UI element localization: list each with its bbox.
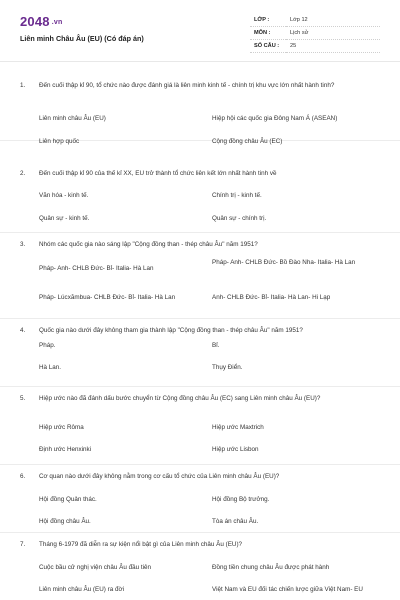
question-item bbox=[0, 233, 400, 319]
answer-option[interactable]: Hội đồng Quản thác. bbox=[39, 496, 97, 503]
question-number: 2. bbox=[20, 170, 26, 177]
answer-option[interactable]: Quân sự - chính trị. bbox=[212, 215, 267, 222]
answer-option[interactable]: Hà Lan. bbox=[39, 364, 62, 371]
answer-option[interactable]: Pháp- Lúcxămbua- CHLB Đức- Bỉ- Italia- Hà Lan bbox=[39, 294, 176, 301]
question-text bbox=[0, 465, 400, 482]
answer-option[interactable]: Hội đồng châu Âu. bbox=[39, 518, 91, 525]
question-number: 6. bbox=[20, 473, 26, 480]
answer-option[interactable]: Hiệp hội các quốc gia Đông Nam Á (ASEAN) bbox=[212, 115, 338, 122]
meta-key: LỚP : bbox=[250, 14, 286, 27]
answer-option[interactable]: Việt Nam và EU đối tác chiến lược giữa Việt Nam- EU bbox=[212, 586, 363, 593]
answer-option[interactable]: Đồng tiền chung châu Âu được phát hành bbox=[212, 564, 330, 571]
question-prompt: Tháng 6-1979 đã diễn ra sự kiện nổi bật gì của Liên minh châu Âu (EU)? bbox=[39, 541, 243, 548]
answer-option[interactable]: Cuộc bầu cử nghị viện châu Âu đầu tiên bbox=[39, 564, 152, 571]
question-prompt: Đến cuối thập kỉ 90, tổ chức nào được đánh giá là liên minh kinh tế - chính trị khu vực lớn nhất hành tinh? bbox=[39, 82, 335, 89]
question-prompt: Quốc gia nào dưới đây không tham gia thành lập "Cộng đồng than - thép châu Âu" năm 1951? bbox=[39, 327, 303, 334]
answer-option[interactable]: Liên minh châu Âu (EU) ra đời bbox=[39, 586, 124, 593]
question-prompt: Cơ quan nào dưới đây không nằm trong cơ cấu tổ chức của Liên minh châu Âu (EU)? bbox=[39, 473, 280, 480]
question-number: 5. bbox=[20, 395, 26, 402]
question-number: 7. bbox=[20, 541, 26, 548]
question-item bbox=[0, 62, 400, 145]
answer-option[interactable]: Liên minh châu Âu (EU) bbox=[39, 115, 106, 122]
question-item bbox=[0, 387, 400, 465]
answer-option[interactable]: Chính trị - kinh tế. bbox=[212, 192, 262, 199]
answer-option[interactable]: Hội đồng Bộ trưởng. bbox=[212, 496, 270, 503]
meta-row-subject bbox=[250, 27, 380, 40]
answer-option[interactable]: Thụy Điển. bbox=[212, 364, 243, 371]
question-number: 3. bbox=[20, 241, 26, 248]
answer-option[interactable]: Pháp- Anh- CHLB Đức- Bỉ- Italia- Hà Lan bbox=[39, 265, 154, 272]
meta-row-count bbox=[250, 40, 380, 53]
question-prompt: Đến cuối thập kỉ 90 của thế kỉ XX, EU trở thành tổ chức liên kết lớn nhất hành tinh về bbox=[39, 170, 277, 177]
answer-option[interactable]: Định ước Henxinki bbox=[39, 446, 92, 453]
meta-key: SỐ CÂU : bbox=[250, 40, 286, 53]
question-number: 1. bbox=[20, 82, 26, 89]
answer-option[interactable]: Anh- CHLB Đức- Bỉ- Italia- Hà Lan- Hi Lạp bbox=[212, 294, 331, 301]
answer-option[interactable]: Pháp- Anh- CHLB Đức- Bồ Đào Nha- Italia- Hà Lan bbox=[212, 259, 356, 266]
answer-option[interactable]: Bỉ. bbox=[212, 342, 220, 349]
question-item bbox=[0, 319, 400, 387]
answer-option[interactable]: Cộng đồng châu Âu (EC) bbox=[212, 138, 283, 145]
meta-row-class bbox=[250, 14, 380, 27]
answer-option[interactable]: Hiệp ước Lisbon bbox=[212, 446, 259, 453]
question-item bbox=[0, 533, 400, 600]
question-text bbox=[0, 319, 400, 336]
logo-suffix: .vn bbox=[51, 19, 63, 27]
site-logo[interactable] bbox=[20, 14, 62, 29]
page-title: Liên minh Châu Âu (EU) (Có đáp án) bbox=[20, 34, 144, 43]
question-prompt: Nhóm các quốc gia nào sáng lập "Cộng đồng than - thép châu Âu" năm 1951? bbox=[39, 241, 258, 248]
question-item bbox=[0, 465, 400, 533]
answer-option[interactable]: Pháp. bbox=[39, 342, 56, 349]
question-item bbox=[0, 162, 400, 233]
question-text bbox=[0, 387, 400, 404]
question-text bbox=[0, 62, 400, 91]
meta-value: Lịch sử bbox=[286, 27, 380, 40]
header bbox=[0, 0, 400, 62]
question-text bbox=[0, 162, 400, 179]
answer-option[interactable]: Liên hợp quốc bbox=[39, 138, 80, 145]
meta-value: Lớp 12 bbox=[286, 14, 380, 27]
answer-option[interactable]: Hiệp ước Rôma bbox=[39, 424, 84, 431]
meta-key: MÔN : bbox=[250, 27, 286, 40]
answer-option[interactable]: Văn hóa - kinh tế. bbox=[39, 192, 89, 199]
answer-option[interactable]: Hiệp ước Maxtrich bbox=[212, 424, 264, 431]
answer-option[interactable]: Quân sự - kinh tế. bbox=[39, 215, 90, 222]
question-text bbox=[0, 533, 400, 550]
question-prompt: Hiệp ước nào đã đánh dấu bước chuyển từ Cộng đồng châu Âu (EC) sang Liên minh châu Âu (EU)? bbox=[39, 395, 321, 402]
answer-option[interactable]: Tòa án châu Âu. bbox=[212, 518, 259, 525]
meta-value: 25 bbox=[286, 40, 380, 53]
question-text bbox=[0, 233, 400, 250]
meta-table bbox=[250, 14, 380, 53]
question-number: 4. bbox=[20, 327, 26, 334]
question-list bbox=[0, 62, 400, 593]
logo-text: 2048 bbox=[20, 14, 50, 29]
